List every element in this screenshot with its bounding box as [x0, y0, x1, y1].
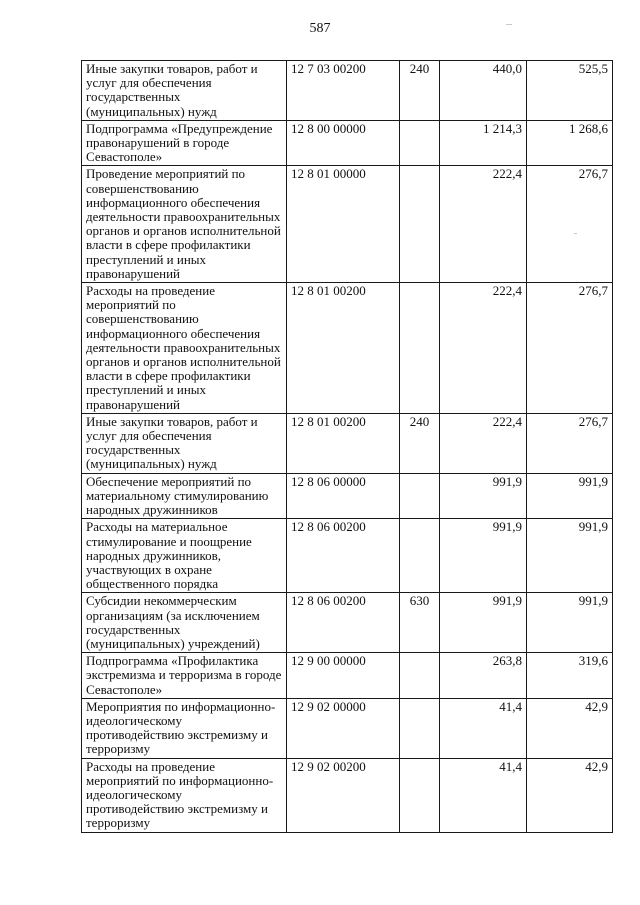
table-row [82, 166, 613, 283]
budget-table-container [81, 60, 612, 833]
table-row [82, 593, 613, 653]
amount-first-year-cell: 263,8 [440, 653, 527, 699]
row-name-cell: Подпрограмма «Профилактика экстремизма и терроризма в городе Севастополе» [82, 653, 287, 699]
expense-type-code-cell [400, 698, 440, 758]
amount-first-year-cell: 991,9 [440, 519, 527, 593]
table-row [82, 473, 613, 519]
row-name-cell: Иные закупки товаров, работ и услуг для обеспечения государственных (муниципальных) нужд [82, 413, 287, 473]
expense-type-code-cell [400, 758, 440, 832]
row-name-cell: Иные закупки товаров, работ и услуг для обеспечения государственных (муниципальных) нужд [82, 61, 287, 121]
row-name-cell: Расходы на проведение мероприятий по совершенствованию информационного обеспечения деятельности правоохранительных органов и органов исполнительной власти в сфере профилактики преступлений и иных правонарушений [82, 283, 287, 414]
amount-second-year-cell: 991,9 [527, 473, 613, 519]
table-row [82, 758, 613, 832]
row-name-cell: Субсидии некоммерческим организациям (за исключением государственных (муниципальных) учреждений) [82, 593, 287, 653]
table-row [82, 120, 613, 166]
amount-second-year-cell: 1 268,6 [527, 120, 613, 166]
amount-second-year-cell: 276,7 [527, 413, 613, 473]
amount-second-year-cell: 991,9 [527, 593, 613, 653]
amount-second-year-cell: 276,7 [527, 283, 613, 414]
table-row [82, 698, 613, 758]
row-name-cell: Проведение мероприятий по совершенствованию информационного обеспечения деятельности правоохранительных органов и органов исполнительной власти в сфере профилактики преступлений и иных правонарушений [82, 166, 287, 283]
expense-type-code-cell [400, 519, 440, 593]
amount-second-year-cell: 42,9 [527, 758, 613, 832]
amount-first-year-cell: 991,9 [440, 593, 527, 653]
amount-first-year-cell: 41,4 [440, 758, 527, 832]
expense-type-code-cell [400, 120, 440, 166]
target-article-code-cell: 12 9 02 00000 [287, 698, 400, 758]
page-number: 587 [309, 21, 331, 36]
expense-type-code-cell [400, 166, 440, 283]
row-name-cell: Расходы на проведение мероприятий по информационно-идеологическому противодействию экстремизму и терроризму [82, 758, 287, 832]
expense-type-code-cell [400, 283, 440, 414]
row-name-cell: Мероприятия по информационно-идеологическому противодействию экстремизму и терроризму [82, 698, 287, 758]
expense-type-code-cell: 630 [400, 593, 440, 653]
target-article-code-cell: 12 8 06 00200 [287, 593, 400, 653]
amount-first-year-cell: 991,9 [440, 473, 527, 519]
row-name-cell: Подпрограмма «Предупреждение правонарушений в городе Севастополе» [82, 120, 287, 166]
target-article-code-cell: 12 8 01 00200 [287, 283, 400, 414]
target-article-code-cell: 12 8 01 00200 [287, 413, 400, 473]
amount-second-year-cell: 276,7 [527, 166, 613, 283]
expense-type-code-cell [400, 473, 440, 519]
row-name-cell: Обеспечение мероприятий по материальному стимулированию народных дружинников [82, 473, 287, 519]
budget-table [81, 60, 613, 833]
scan-mark [506, 24, 512, 25]
table-row [82, 653, 613, 699]
row-name-cell: Расходы на материальное стимулирование и поощрение народных дружинников, участвующих в охране общественного порядка [82, 519, 287, 593]
target-article-code-cell: 12 8 06 00000 [287, 473, 400, 519]
amount-first-year-cell: 222,4 [440, 283, 527, 414]
amount-first-year-cell: 222,4 [440, 166, 527, 283]
target-article-code-cell: 12 9 00 00000 [287, 653, 400, 699]
target-article-code-cell: 12 8 00 00000 [287, 120, 400, 166]
target-article-code-cell: 12 8 06 00200 [287, 519, 400, 593]
expense-type-code-cell: 240 [400, 61, 440, 121]
amount-second-year-cell: 525,5 [527, 61, 613, 121]
expense-type-code-cell [400, 653, 440, 699]
expense-type-code-cell: 240 [400, 413, 440, 473]
amount-second-year-cell: 42,9 [527, 698, 613, 758]
target-article-code-cell: 12 7 03 00200 [287, 61, 400, 121]
amount-first-year-cell: 1 214,3 [440, 120, 527, 166]
amount-second-year-cell: 991,9 [527, 519, 613, 593]
table-row [82, 519, 613, 593]
target-article-code-cell: 12 8 01 00000 [287, 166, 400, 283]
target-article-code-cell: 12 9 02 00200 [287, 758, 400, 832]
amount-first-year-cell: 440,0 [440, 61, 527, 121]
table-row [82, 61, 613, 121]
amount-first-year-cell: 222,4 [440, 413, 527, 473]
table-row [82, 283, 613, 414]
amount-first-year-cell: 41,4 [440, 698, 527, 758]
amount-second-year-cell: 319,6 [527, 653, 613, 699]
table-row [82, 413, 613, 473]
